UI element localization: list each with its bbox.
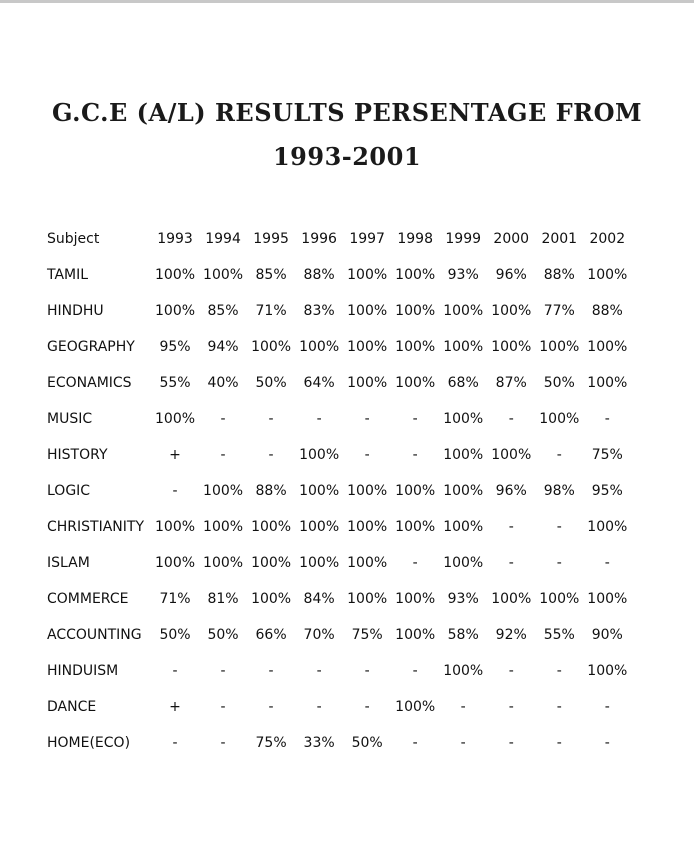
header-year: 2001	[541, 231, 578, 247]
result-cell: -	[268, 699, 274, 715]
result-cell: -	[508, 699, 514, 715]
result-cell: 100%	[347, 303, 388, 319]
result-cell: 100%	[299, 339, 340, 355]
header-year: 1998	[397, 231, 433, 247]
result-cell: -	[508, 411, 514, 427]
result-cell: 75%	[591, 447, 623, 463]
result-cell: -	[172, 483, 178, 499]
result-cell: 83%	[303, 303, 335, 319]
result-cell: -	[412, 735, 418, 751]
table-row	[42, 725, 631, 761]
result-cell: -	[556, 447, 562, 463]
result-cell: 100%	[491, 447, 532, 463]
result-cell: 100%	[587, 591, 628, 607]
subject-cell: LOGIC	[47, 483, 91, 499]
result-cell: 100%	[443, 411, 484, 427]
result-cell: 100%	[251, 519, 292, 535]
result-cell: -	[508, 663, 514, 679]
result-cell: 93%	[447, 591, 479, 607]
result-cell: -	[316, 699, 322, 715]
result-cell: -	[412, 555, 418, 571]
result-cell: 100%	[443, 483, 484, 499]
table-row	[42, 689, 631, 725]
subject-cell: COMMERCE	[47, 591, 129, 607]
header-year: 2000	[493, 231, 530, 247]
result-cell: 88%	[543, 267, 575, 283]
result-cell: 100%	[299, 555, 340, 571]
result-cell: 88%	[303, 267, 335, 283]
result-cell: 33%	[303, 735, 335, 751]
result-cell: 55%	[543, 627, 575, 643]
table-row	[42, 257, 631, 293]
result-cell: 100%	[251, 591, 292, 607]
result-cell: 100%	[587, 519, 628, 535]
result-cell: -	[508, 519, 514, 535]
result-cell: 100%	[299, 447, 340, 463]
result-cell: 70%	[303, 627, 335, 643]
result-cell: 100%	[347, 483, 388, 499]
subject-cell: DANCE	[47, 699, 97, 715]
result-cell: -	[220, 411, 226, 427]
result-cell: 100%	[155, 267, 196, 283]
result-cell: 55%	[159, 375, 191, 391]
result-cell: 100%	[347, 339, 388, 355]
result-cell: 100%	[539, 411, 580, 427]
result-cell: 68%	[447, 375, 479, 391]
subject-cell: CHRISTIANITY	[47, 519, 145, 535]
result-cell: 100%	[443, 519, 484, 535]
result-cell: -	[172, 735, 178, 751]
header-year: 2002	[589, 231, 626, 247]
result-cell: 100%	[251, 339, 292, 355]
result-cell: 100%	[347, 267, 388, 283]
result-cell: 100%	[395, 375, 436, 391]
result-cell: 100%	[347, 555, 388, 571]
result-cell: 98%	[543, 483, 575, 499]
result-cell: 100%	[395, 519, 436, 535]
subject-cell: HINDHU	[47, 303, 104, 319]
result-cell: 100%	[587, 267, 628, 283]
result-cell: -	[364, 663, 370, 679]
result-cell: 100%	[443, 555, 484, 571]
result-cell: 100%	[587, 663, 628, 679]
result-cell: 100%	[539, 591, 580, 607]
header-year: 1996	[301, 231, 337, 247]
result-cell: -	[556, 663, 562, 679]
result-cell: 50%	[207, 627, 239, 643]
result-cell: 75%	[351, 627, 383, 643]
result-cell: 100%	[443, 663, 484, 679]
result-cell: 71%	[255, 303, 287, 319]
result-cell: 96%	[495, 267, 527, 283]
result-cell: 93%	[447, 267, 479, 283]
table-row	[42, 365, 631, 401]
table-row	[42, 293, 631, 329]
result-cell: 81%	[207, 591, 239, 607]
result-cell: -	[604, 735, 610, 751]
result-cell: -	[364, 699, 370, 715]
header-subject: Subject	[47, 231, 100, 247]
table-row	[42, 653, 631, 689]
result-cell: 85%	[255, 267, 287, 283]
result-cell: 100%	[491, 303, 532, 319]
subject-cell: ECONAMICS	[47, 375, 132, 391]
result-cell: 100%	[539, 339, 580, 355]
header-year: 1999	[445, 231, 482, 247]
result-cell: -	[460, 735, 466, 751]
result-cell: 64%	[303, 375, 335, 391]
subject-cell: HOME(ECO)	[47, 735, 131, 751]
document-title: G.C.E (A/L) RESULTS PERSENTAGE FROM	[51, 98, 643, 127]
result-cell: +	[169, 447, 181, 463]
result-cell: 100%	[395, 267, 436, 283]
result-cell: 50%	[351, 735, 383, 751]
table-row	[42, 329, 631, 365]
result-cell: -	[220, 447, 226, 463]
result-cell: 75%	[255, 735, 287, 751]
result-cell: 100%	[203, 483, 244, 499]
result-cell: -	[268, 411, 274, 427]
result-cell: 100%	[395, 591, 436, 607]
result-cell: 100%	[155, 555, 196, 571]
result-cell: 88%	[255, 483, 287, 499]
result-cell: 66%	[255, 627, 287, 643]
table-row	[42, 545, 631, 581]
result-cell: -	[220, 699, 226, 715]
document-subtitle-years: 1993-2001	[272, 142, 422, 171]
table-row	[42, 473, 631, 509]
header-year: 1997	[349, 231, 385, 247]
subject-cell: HISTORY	[47, 447, 108, 463]
result-cell: 94%	[207, 339, 239, 355]
result-cell: 100%	[155, 303, 196, 319]
result-cell: 100%	[347, 519, 388, 535]
result-cell: -	[412, 411, 418, 427]
table-row	[42, 401, 631, 437]
results-table	[42, 221, 631, 761]
result-cell: 87%	[495, 375, 527, 391]
result-cell: 100%	[251, 555, 292, 571]
subject-cell: GEOGRAPHY	[47, 339, 135, 355]
result-cell: -	[364, 411, 370, 427]
result-cell: 71%	[159, 591, 191, 607]
result-cell: 95%	[159, 339, 191, 355]
result-cell: 100%	[587, 375, 628, 391]
result-cell: 88%	[591, 303, 623, 319]
result-cell: 77%	[543, 303, 575, 319]
result-cell: 100%	[395, 699, 436, 715]
result-cell: 100%	[155, 411, 196, 427]
result-cell: 92%	[495, 627, 527, 643]
table-row	[42, 617, 631, 653]
table-header-row	[42, 221, 631, 257]
result-cell: -	[316, 411, 322, 427]
result-cell: -	[556, 519, 562, 535]
table-row	[42, 581, 631, 617]
subject-cell: ISLAM	[47, 555, 90, 571]
result-cell: 100%	[347, 591, 388, 607]
result-cell: 100%	[443, 447, 484, 463]
result-cell: -	[460, 699, 466, 715]
result-cell: 100%	[587, 339, 628, 355]
result-cell: 100%	[443, 339, 484, 355]
result-cell: 85%	[207, 303, 239, 319]
result-cell: 100%	[443, 303, 484, 319]
result-cell: 100%	[395, 483, 436, 499]
subject-cell: ACCOUNTING	[47, 627, 142, 643]
result-cell: -	[604, 555, 610, 571]
result-cell: -	[604, 411, 610, 427]
result-cell: -	[508, 555, 514, 571]
result-cell: 100%	[395, 339, 436, 355]
header-year: 1993	[157, 231, 193, 247]
result-cell: -	[220, 663, 226, 679]
result-cell: 100%	[203, 267, 244, 283]
result-cell: 50%	[543, 375, 575, 391]
result-cell: -	[556, 699, 562, 715]
top-border-rule	[0, 0, 694, 3]
result-cell: 50%	[255, 375, 287, 391]
result-cell: 100%	[491, 339, 532, 355]
result-cell: 84%	[303, 591, 335, 607]
result-cell: -	[412, 447, 418, 463]
header-year: 1995	[253, 231, 289, 247]
result-cell: 100%	[395, 627, 436, 643]
results-table-body	[42, 257, 631, 761]
header-year: 1994	[205, 231, 241, 247]
result-cell: -	[508, 735, 514, 751]
result-cell: 96%	[495, 483, 527, 499]
result-cell: 95%	[591, 483, 623, 499]
result-cell: 100%	[299, 519, 340, 535]
result-cell: -	[604, 699, 610, 715]
result-cell: -	[556, 735, 562, 751]
result-cell: 100%	[347, 375, 388, 391]
result-cell: 40%	[207, 375, 239, 391]
result-cell: 100%	[299, 483, 340, 499]
result-cell: -	[412, 663, 418, 679]
result-cell: -	[316, 663, 322, 679]
subject-cell: TAMIL	[47, 267, 89, 283]
result-cell: -	[268, 447, 274, 463]
result-cell: -	[556, 555, 562, 571]
result-cell: 100%	[155, 519, 196, 535]
result-cell: 50%	[159, 627, 191, 643]
result-cell: 90%	[591, 627, 623, 643]
table-row	[42, 437, 631, 473]
result-cell: 58%	[447, 627, 479, 643]
table-row	[42, 509, 631, 545]
result-cell: -	[172, 663, 178, 679]
result-cell: 100%	[395, 303, 436, 319]
result-cell: 100%	[203, 519, 244, 535]
subject-cell: MUSIC	[47, 411, 93, 427]
result-cell: +	[169, 699, 181, 715]
result-cell: -	[268, 663, 274, 679]
result-cell: 100%	[203, 555, 244, 571]
subject-cell: HINDUISM	[47, 663, 119, 679]
result-cell: 100%	[491, 591, 532, 607]
result-cell: -	[364, 447, 370, 463]
result-cell: -	[220, 735, 226, 751]
